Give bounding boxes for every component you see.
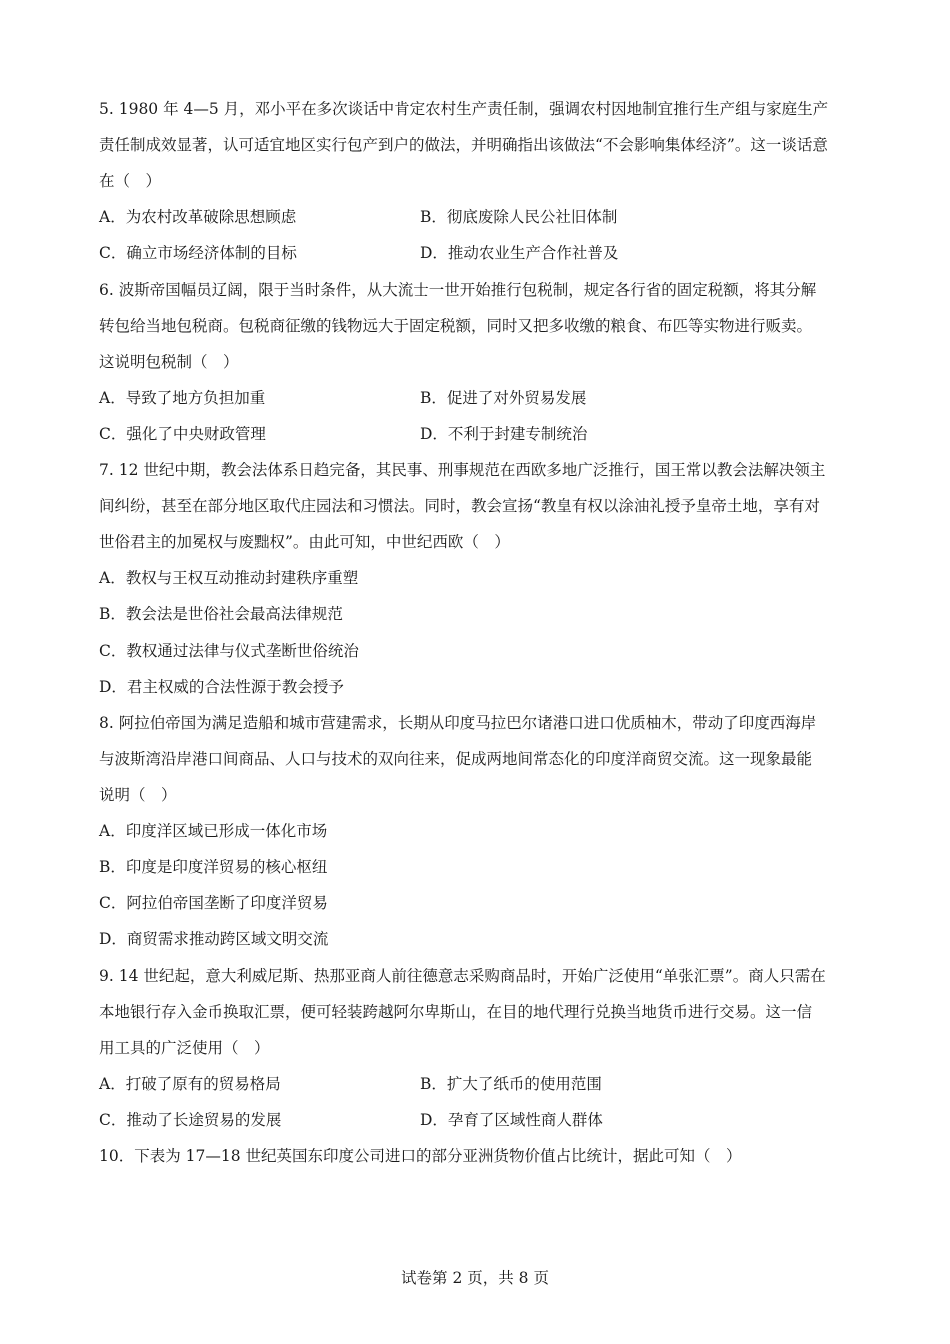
question-5-option-a: A．为农村改革破除思想顾虑 xyxy=(99,208,297,226)
question-5-line-2: 责任制成效显著，认可适宜地区实行包产到户的做法，并明确指出该做法“不会影响集体经济”。这一谈话意 xyxy=(99,136,828,154)
question-10-line-1: 10．下表为 17—18 世纪英国东印度公司进口的部分亚洲货物价值占比统计，据此可知（ ） xyxy=(99,1147,742,1165)
question-5-line-3: 在（ ） xyxy=(99,172,162,190)
question-8-option-b: B．印度是印度洋贸易的核心枢纽 xyxy=(99,858,328,876)
question-9-line-2: 本地银行存入金币换取汇票，便可轻装跨越阿尔卑斯山，在目的地代理行兑换当地货币进行交易。这一信 xyxy=(99,1003,813,1021)
question-9-option-b: B．扩大了纸币的使用范围 xyxy=(420,1075,602,1093)
question-6-line-3: 这说明包税制（ ） xyxy=(99,353,239,371)
question-6-option-d: D．不利于封建专制统治 xyxy=(420,425,588,443)
question-6-line-1: 6. 波斯帝国幅员辽阔，限于当时条件，从大流士一世开始推行包税制，规定各行省的固定税额，将其分解 xyxy=(99,281,817,299)
question-6-option-c: C．强化了中央财政管理 xyxy=(99,425,266,443)
question-8-option-c: C．阿拉伯帝国垄断了印度洋贸易 xyxy=(99,894,328,912)
question-8-line-1: 8. 阿拉伯帝国为满足造船和城市营建需求，长期从印度马拉巴尔诸港口进口优质柚木，带动了印度西海岸 xyxy=(99,714,817,732)
question-6-line-2: 转包给当地包税商。包税商征缴的钱物远大于固定税额，同时又把多收缴的粮食、布匹等实物进行贩卖。 xyxy=(99,317,813,335)
question-9-line-1: 9. 14 世纪起，意大利威尼斯、热那亚商人前往德意志采购商品时，开始广泛使用“单张汇票”。商人只需在 xyxy=(99,967,826,985)
question-7-option-b: B．教会法是世俗社会最高法律规范 xyxy=(99,605,343,623)
question-9-option-d: D．孕育了区域性商人群体 xyxy=(420,1111,603,1129)
question-9-option-c: C．推动了长途贸易的发展 xyxy=(99,1111,282,1129)
question-7-line-3: 世俗君主的加冕权与废黜权”。由此可知，中世纪西欧（ ） xyxy=(99,533,510,551)
question-8-option-a: A．印度洋区域已形成一体化市场 xyxy=(99,822,328,840)
question-7-option-a: A．教权与王权互动推动封建秩序重塑 xyxy=(99,569,359,587)
question-7-line-1: 7. 12 世纪中期，教会法体系日趋完备，其民事、刑事规范在西欧多地广泛推行，国王常以教会法解决领主 xyxy=(99,461,826,479)
question-9-option-a: A．打破了原有的贸易格局 xyxy=(99,1075,281,1093)
question-5-option-b: B．彻底废除人民公社旧体制 xyxy=(420,208,618,226)
question-5-line-1: 5. 1980 年 4—5 月，邓小平在多次谈话中肯定农村生产责任制，强调农村因地制宜推行生产组与家庭生产 xyxy=(99,100,829,118)
question-7-option-c: C．教权通过法律与仪式垄断世俗统治 xyxy=(99,642,359,660)
question-6-option-a: A．导致了地方负担加重 xyxy=(99,389,266,407)
question-7-line-2: 间纠纷，甚至在部分地区取代庄园法和习惯法。同时，教会宣扬“教皇有权以涂油礼授予皇帝土地，享有对 xyxy=(99,497,820,515)
question-9-line-3: 用工具的广泛使用（ ） xyxy=(99,1039,270,1057)
question-6-option-b: B．促进了对外贸易发展 xyxy=(420,389,587,407)
question-8-line-3: 说明（ ） xyxy=(99,786,177,804)
question-8-line-2: 与波斯湾沿岸港口间商品、人口与技术的双向往来，促成两地间常态化的印度洋商贸交流。这一现象最能 xyxy=(99,750,813,768)
question-7-option-d: D．君主权威的合法性源于教会授予 xyxy=(99,678,344,696)
question-8-option-d: D．商贸需求推动跨区域文明交流 xyxy=(99,930,329,948)
page-footer: 试卷第 2 页，共 8 页 xyxy=(401,1269,549,1287)
question-5-option-d: D．推动农业生产合作社普及 xyxy=(420,244,619,262)
question-5-option-c: C．确立市场经济体制的目标 xyxy=(99,244,297,262)
